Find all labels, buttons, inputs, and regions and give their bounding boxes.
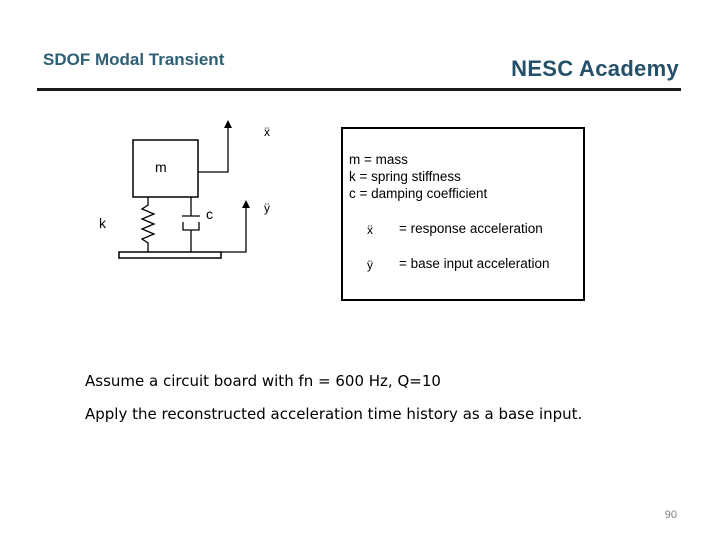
base-symbol: ÿ bbox=[264, 201, 270, 215]
damper bbox=[182, 197, 200, 252]
slide-title: SDOF Modal Transient bbox=[43, 50, 225, 69]
mass-label: m bbox=[155, 159, 167, 175]
damper-label: c bbox=[206, 206, 213, 222]
page-number: 90 bbox=[664, 509, 677, 521]
legend-box bbox=[341, 127, 585, 301]
legend-damping-def: c = damping coefficient bbox=[349, 186, 488, 201]
response-symbol: ẍ bbox=[264, 125, 270, 139]
legend-base-def: = base input acceleration bbox=[399, 256, 550, 271]
brand-title: NESC Academy bbox=[511, 56, 679, 81]
legend-spring-def: k = spring stiffness bbox=[349, 169, 461, 184]
legend-mass-def: m = mass bbox=[349, 152, 408, 167]
legend-response-symbol: ẍ bbox=[367, 223, 373, 237]
assumption-text: Assume a circuit board with fn = 600 Hz, Q=10 bbox=[85, 372, 441, 390]
spring bbox=[142, 197, 154, 252]
response-arrow bbox=[198, 120, 232, 172]
spring-label: k bbox=[99, 215, 106, 231]
base-plate bbox=[119, 252, 221, 258]
legend-base-symbol: ÿ bbox=[367, 258, 373, 272]
instruction-text: Apply the reconstructed acceleration time history as a base input. bbox=[85, 405, 583, 423]
legend-response-def: = response acceleration bbox=[399, 221, 543, 236]
base-arrow bbox=[221, 200, 250, 252]
